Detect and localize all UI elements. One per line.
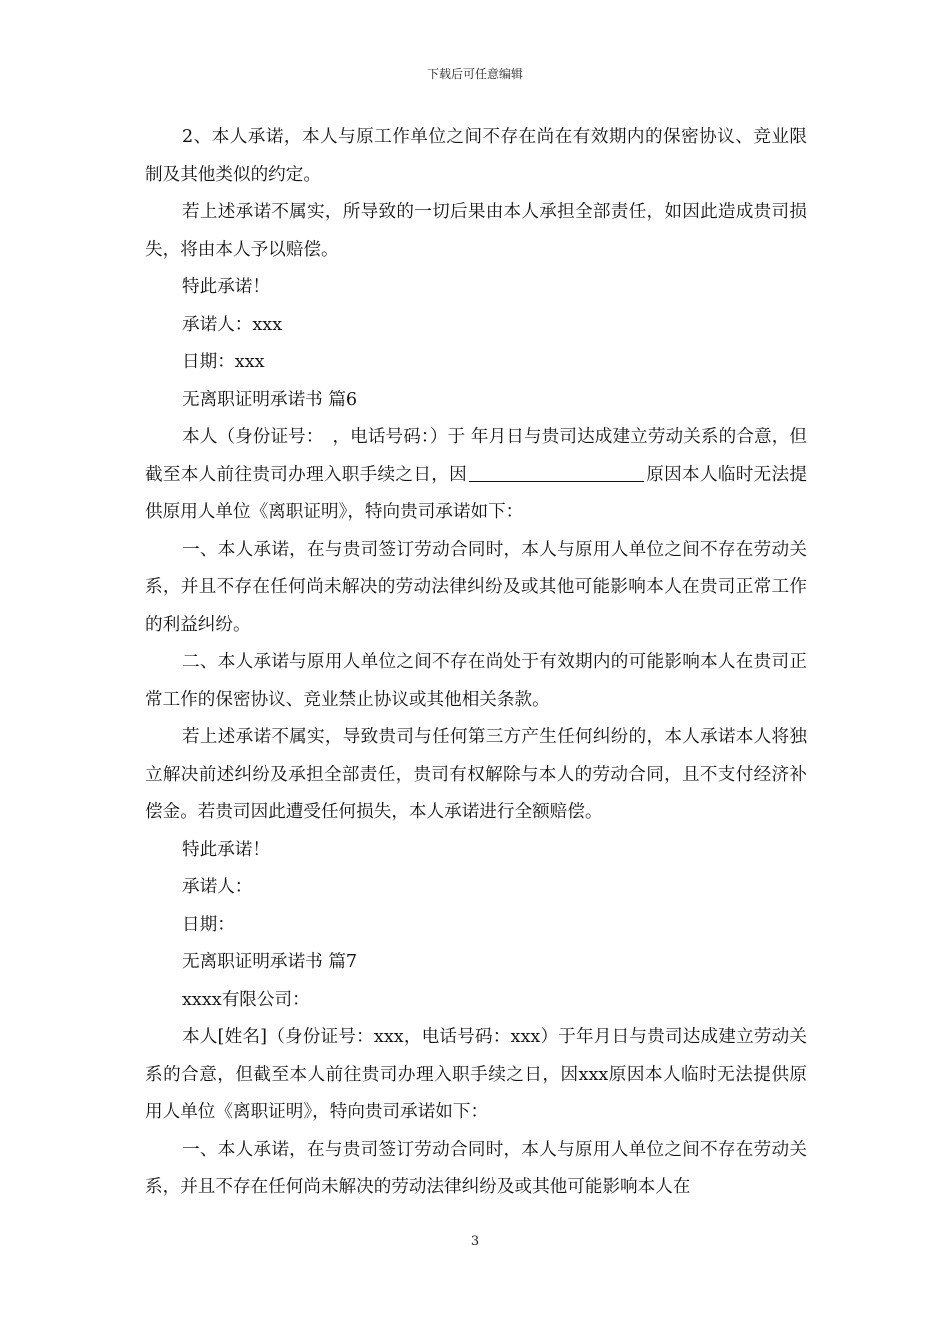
section-6-date: 日期：: [182, 914, 235, 935]
section-7-intro: 本人[姓名]（身份证号：xxx，电话号码：xxx）于年月日与贵司达成建立劳动关系的合意，但截至本人前往贵司办理入职手续之日，因xxx原因本人临时无法提供原用人单位《离职证明》，特向贵司承诺如下：: [145, 1027, 807, 1122]
commitment-clause-2: 2、本人承诺，本人与原工作单位之间不存在尚在有效期内的保密协议、竞业限制及其他类似的约定。: [145, 127, 807, 185]
section-6-clause-1: 一、本人承诺，在与贵司签订劳动合同时，本人与原用人单位之间不存在劳动关系，并且不存在任何尚未解决的劳动法律纠纷及或其他可能影响本人在贵司正常工作的利益纠纷。: [145, 539, 807, 635]
page-number: 3: [470, 1234, 480, 1249]
document-body: [145, 119, 807, 1207]
section-7-clause-1: 一、本人承诺，在与贵司签订劳动合同时，本人与原用人单位之间不存在劳动关系，并且不存在任何尚未解决的劳动法律纠纷及或其他可能影响本人在: [145, 1139, 807, 1197]
section-6-intro-text: 本人（身份证号： ，电话号码：）于 年月日与贵司达成建立劳动关系的合意，但截至本人前往贵司办理入职手续之日，因: [145, 427, 807, 485]
section-7-addressee: xxxx有限公司：: [182, 989, 310, 1010]
section-6-intro: [145, 419, 807, 532]
page-header: 下载后可任意编辑: [426, 67, 523, 81]
reason-blank-line: [469, 464, 644, 482]
closing-statement: 特此承诺！: [182, 277, 270, 297]
section-title-7: 无离职证明承诺书 篇7: [182, 952, 358, 972]
date-line: 日期：xxx: [182, 352, 265, 372]
liability-paragraph: 若上述承诺不属实，所导致的一切后果由本人承担全部责任，如因此造成贵司损失，将由本人予以赔偿。: [145, 202, 807, 260]
section-title-6: 无离职证明承诺书 篇6: [182, 389, 358, 410]
section-6-intro-text-cont: 原因本人临时无法提供原用人单位《离职证明》，特向贵司承诺如下：: [145, 464, 807, 522]
signatory-line: 承诺人：xxx: [182, 314, 283, 335]
section-6-clause-2: 二、本人承诺与原用人单位之间不存在尚处于有效期内的可能影响本人在贵司正常工作的保密协议、竞业禁止协议或其他相关条款。: [145, 652, 807, 710]
section-6-signatory: 承诺人：: [182, 877, 253, 897]
section-6-liability: 若上述承诺不属实，导致贵司与任何第三方产生任何纠纷的，本人承诺本人将独立解决前述纠纷及承担全部责任，贵司有权解除与本人的劳动合同，且不支付经济补偿金。若贵司因此遭受任何损失，本人承诺进行全额赔偿。: [145, 727, 807, 822]
section-6-closing: 特此承诺！: [182, 839, 270, 860]
